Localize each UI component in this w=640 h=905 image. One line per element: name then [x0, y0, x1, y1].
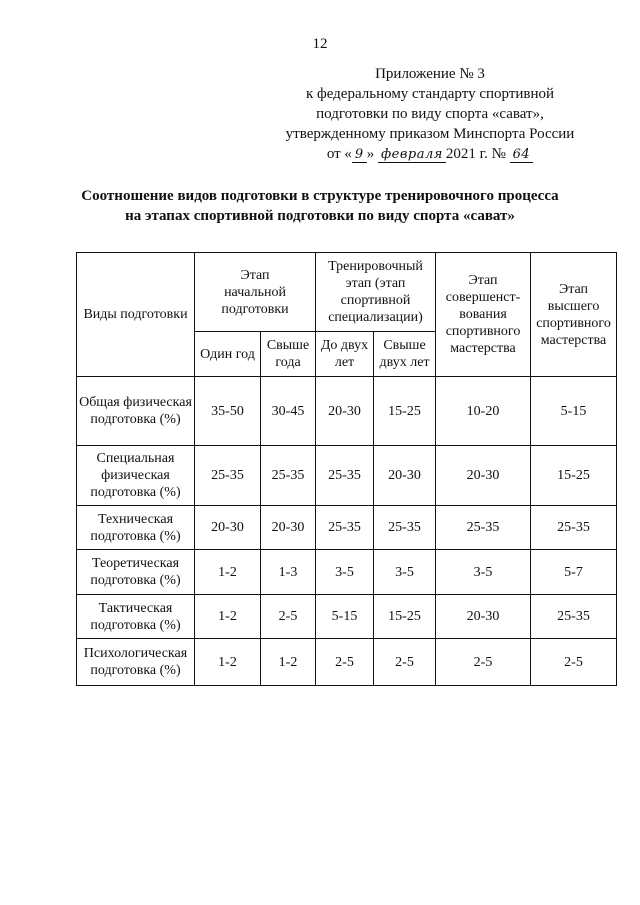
- table-cell: 3-5: [316, 550, 374, 595]
- header-row: [77, 253, 617, 332]
- appendix-line-3: подготовки по виду спорта «сават»,: [316, 106, 544, 122]
- table-row: [77, 639, 617, 686]
- table-cell: 10-20: [436, 377, 531, 446]
- header-stage-improvement: Этап совершенст-вования спортивного мастерства: [436, 253, 531, 377]
- table-cell: 3-5: [436, 550, 531, 595]
- title-line-2: на этапах спортивной подготовки по виду спорта «сават»: [125, 208, 515, 224]
- date-prefix: от «: [326, 146, 352, 162]
- table-cell: 5-15: [316, 595, 374, 639]
- table-cell: 2-5: [374, 639, 436, 686]
- table-cell: 15-25: [531, 446, 617, 506]
- page-number: 12: [312, 36, 328, 52]
- table-cell: 25-35: [531, 595, 617, 639]
- table-cell: 25-35: [316, 446, 374, 506]
- subheader-over-two-years: Свыше двух лет: [374, 332, 436, 377]
- date-mid: »: [366, 146, 375, 162]
- table-cell: 20-30: [261, 506, 316, 550]
- table-cell: 20-30: [374, 446, 436, 506]
- table-cell: 5-15: [531, 377, 617, 446]
- appendix-line-4: утвержденному приказом Минспорта России: [285, 126, 575, 142]
- appendix-date-line: [280, 144, 580, 165]
- subheader-one-year: Один год: [195, 332, 261, 377]
- header-stage-initial: Этап начальной подготовки: [195, 253, 316, 332]
- appendix-line-2: к федеральному стандарту спортивной: [305, 86, 555, 102]
- table-cell: 20-30: [316, 377, 374, 446]
- table-cell: 2-5: [531, 639, 617, 686]
- table-cell: 20-30: [436, 446, 531, 506]
- table-cell: 1-2: [195, 595, 261, 639]
- table-row: [77, 506, 617, 550]
- appendix-block: [280, 64, 580, 165]
- order-number: 64: [510, 147, 534, 163]
- table-cell: 25-35: [531, 506, 617, 550]
- table-cell: 1-2: [195, 550, 261, 595]
- table-cell: 25-35: [374, 506, 436, 550]
- header-types: Виды подготовки: [77, 253, 195, 377]
- header-stage-highest: Этап высшего спортивного мастерства: [531, 253, 617, 377]
- table-cell: 30-45: [261, 377, 316, 446]
- table-cell: 1-2: [261, 639, 316, 686]
- table-cell: 25-35: [316, 506, 374, 550]
- table-cell: 15-25: [374, 595, 436, 639]
- table-cell: 20-30: [195, 506, 261, 550]
- table-cell: 25-35: [436, 506, 531, 550]
- table-cell: 2-5: [316, 639, 374, 686]
- row-label: Специальная физическая подготовка (%): [77, 446, 195, 506]
- table-cell: 5-7: [531, 550, 617, 595]
- training-ratio-table: [76, 252, 617, 686]
- table-cell: 1-2: [195, 639, 261, 686]
- row-label: Теоретическая подготовка (%): [77, 550, 195, 595]
- row-label: Общая физическая подготовка (%): [77, 377, 195, 446]
- table-cell: 2-5: [436, 639, 531, 686]
- table-row: [77, 550, 617, 595]
- appendix-line-1: Приложение № 3: [375, 66, 485, 82]
- table-row: [77, 595, 617, 639]
- table-cell: 2-5: [261, 595, 316, 639]
- table-cell: 25-35: [195, 446, 261, 506]
- title-line-1: Соотношение видов подготовки в структуре тренировочного процесса: [81, 188, 559, 204]
- document-title: [0, 186, 640, 226]
- row-label: Техническая подготовка (%): [77, 506, 195, 550]
- table-cell: 25-35: [261, 446, 316, 506]
- header-stage-training: Тренировочный этап (этап спортивной специализации): [316, 253, 436, 332]
- date-month: февраля: [378, 147, 446, 163]
- table-cell: 35-50: [195, 377, 261, 446]
- date-day: 9: [352, 147, 367, 163]
- row-label: Тактическая подготовка (%): [77, 595, 195, 639]
- table-row: [77, 446, 617, 506]
- subheader-over-year: Свыше года: [261, 332, 316, 377]
- row-label: Психологическая подготовка (%): [77, 639, 195, 686]
- subheader-up-two-years: До двух лет: [316, 332, 374, 377]
- table-cell: 3-5: [374, 550, 436, 595]
- date-year: 2021 г. №: [445, 146, 506, 162]
- table-row: [77, 377, 617, 446]
- table-cell: 1-3: [261, 550, 316, 595]
- table-cell: 15-25: [374, 377, 436, 446]
- table-cell: 20-30: [436, 595, 531, 639]
